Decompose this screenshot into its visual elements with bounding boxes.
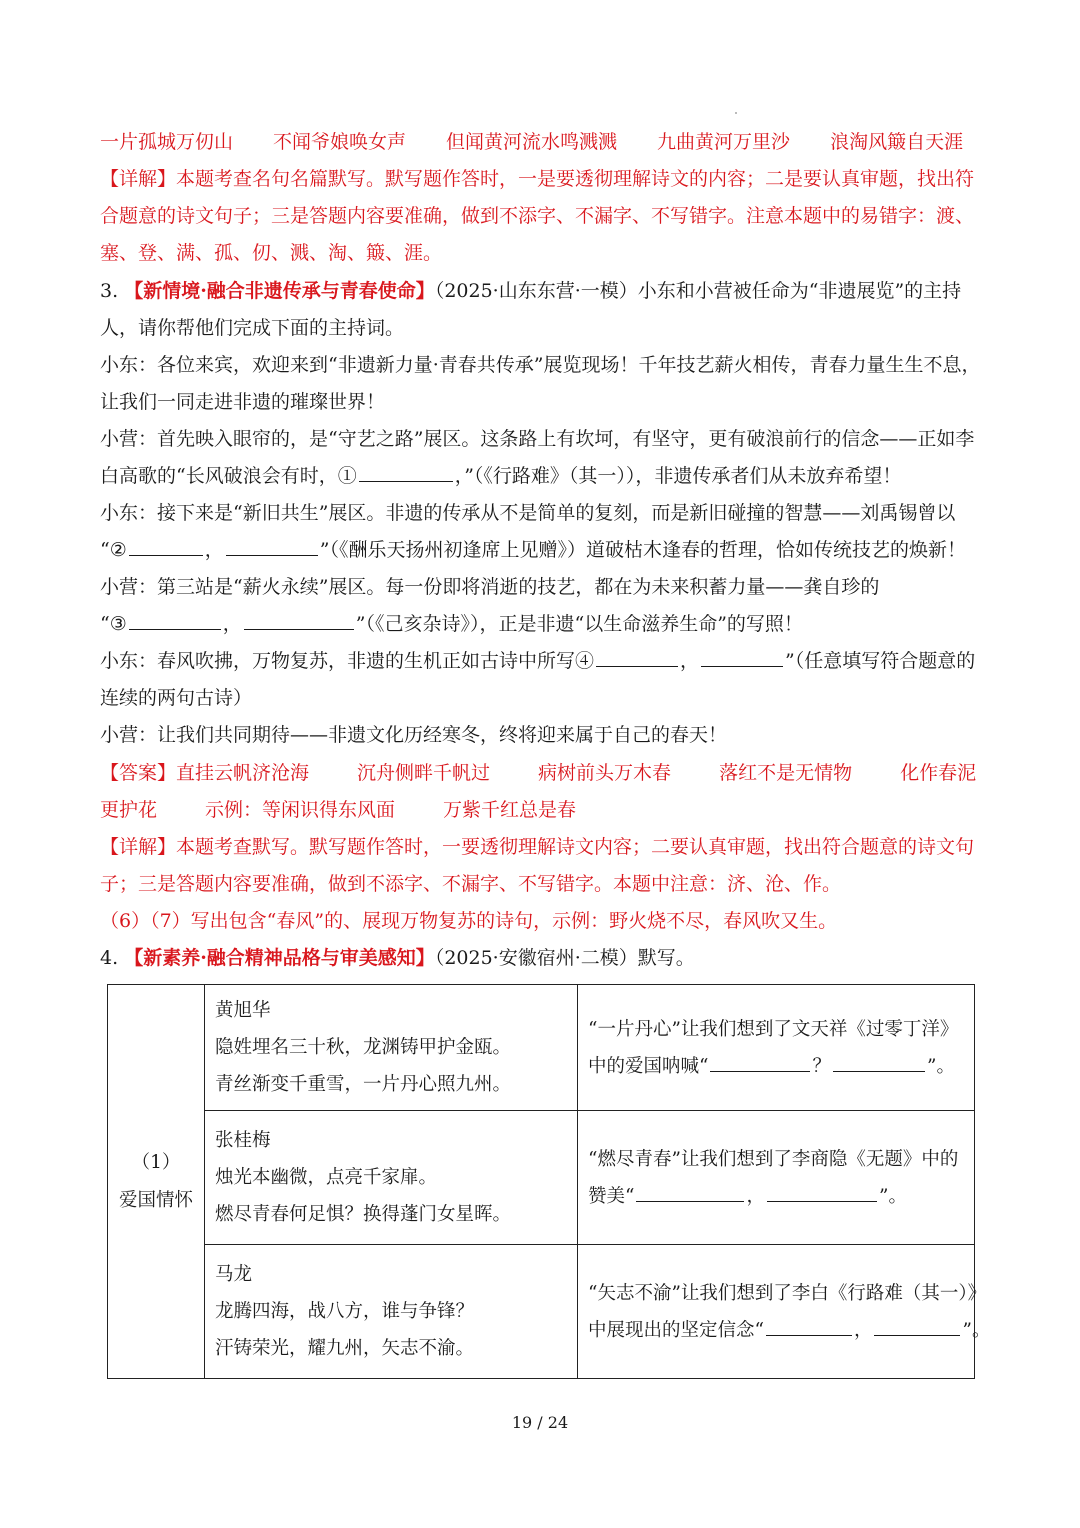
dialogue-text: ”（《酬乐天扬州初逢席上见赠》）道破枯木逢春的哲理，恰如传统技艺的焕新！ bbox=[319, 539, 966, 561]
table-row bbox=[108, 985, 975, 1111]
fill-blank[interactable] bbox=[766, 1313, 852, 1336]
detail-q3-line3: （6）（7）写出包含“春风”的、展现万物复苏的诗句，示例：野火烧不尽，春风吹又生。 bbox=[100, 910, 838, 932]
fill-blank-3b[interactable] bbox=[244, 607, 354, 630]
q4-heading bbox=[100, 940, 984, 977]
answer-item: 一片孤城万仞山 bbox=[100, 131, 234, 153]
poem-line: 烛光本幽微，点亮千家扉。 bbox=[215, 1167, 438, 1188]
answer-line-q3-2 bbox=[100, 792, 984, 829]
question-text: “一片丹心”让我们想到了文天祥《过零丁洋》 bbox=[588, 1018, 959, 1040]
dialogue-line: 让我们一同走进非遗的璀璨世界！ bbox=[100, 391, 386, 413]
dialogue-line: 小营：首先映入眼帘的，是“守艺之路”展区。这条路上有坎坷，有坚守，更有破浪前行的信念——正如李 bbox=[100, 428, 975, 450]
question-number: 4. bbox=[100, 947, 119, 969]
answer-item: 病树前头万木春 bbox=[538, 762, 672, 784]
person-name: 黄旭华 bbox=[215, 1000, 271, 1021]
fill-blank[interactable] bbox=[874, 1313, 960, 1336]
answer-item: 浪淘风簸自天涯 bbox=[830, 131, 964, 153]
question-source: （2025·安徽宿州·二模）默写。 bbox=[434, 947, 695, 969]
question-text-part: 赞美“ bbox=[588, 1185, 635, 1207]
question-source: （2025·山东东营·一模）小东和小营被任命为“非遗展览”的主持 bbox=[434, 280, 962, 302]
answer-item: 直挂云帆济沧海 bbox=[176, 762, 310, 784]
question-table bbox=[107, 984, 991, 1379]
dialogue-text: 小东：春风吹拂，万物复苏，非遗的生机正如古诗中所写④ bbox=[100, 650, 595, 672]
dialogue-text: “③ bbox=[100, 613, 127, 635]
detail-text: 本题考查名句名篇默写。默写题作答时，一是要透彻理解诗文的内容；二是要认真审题，找出符 bbox=[176, 168, 975, 190]
fill-blank-2b[interactable] bbox=[226, 533, 318, 556]
detail-q3-line2: 子；三是答题内容要准确，做到不添字、不漏字、不写错字。本题中注意：济、沧、作。 bbox=[100, 873, 842, 895]
fill-blank[interactable] bbox=[636, 1179, 744, 1202]
fill-blank-4a[interactable] bbox=[596, 644, 678, 667]
question-cell bbox=[578, 1111, 975, 1245]
dialogue-text: ， bbox=[204, 539, 224, 561]
person-name: 马龙 bbox=[215, 1264, 253, 1285]
dialogue-text: ”（《己亥杂诗》），正是非遗“以生命滋养生命”的写照！ bbox=[355, 613, 803, 635]
fill-blank-3a[interactable] bbox=[129, 607, 221, 630]
question-text-part: 中的爱国呐喊“ bbox=[588, 1055, 709, 1077]
dialogue-line bbox=[100, 606, 984, 643]
dialogue-line bbox=[100, 643, 984, 680]
poem-line: 汗铸荣光，耀九州，矢志不渝。 bbox=[215, 1338, 475, 1359]
question-tag: 【新情境·融合非遗传承与青春使命】 bbox=[124, 280, 435, 302]
answer-tag: 【答案】 bbox=[100, 762, 177, 784]
question-text: “燃尽青春”让我们想到了李商隐《无题》中的 bbox=[588, 1148, 959, 1170]
question-text-part: ”。 bbox=[926, 1055, 955, 1077]
poem-line: 隐姓埋名三十秋，龙渊铸甲护金瓯。 bbox=[215, 1037, 512, 1058]
fill-blank-2a[interactable] bbox=[129, 533, 203, 556]
category-cell bbox=[108, 985, 205, 1379]
poem-cell bbox=[205, 1111, 578, 1245]
dialogue-text: 白高歌的“长风破浪会有时，① bbox=[100, 465, 357, 487]
question-text: “矢志不渝”让我们想到了李白《行路难（其一）》 bbox=[588, 1282, 987, 1304]
table-row bbox=[108, 1245, 975, 1379]
question-text-part: ， bbox=[853, 1319, 873, 1341]
question-text-part: ”。 bbox=[962, 1319, 991, 1341]
person-name: 张桂梅 bbox=[215, 1130, 271, 1151]
poem-line: 青丝渐变千重雪，一片丹心照九州。 bbox=[215, 1074, 512, 1095]
answer-line-q2 bbox=[100, 124, 984, 161]
question-text bbox=[588, 1048, 974, 1085]
dialogue-line: 小营：让我们共同期待——非遗文化历经寒冬，终将迎来属于自己的春天！ bbox=[100, 724, 728, 746]
answer-item: 沉舟侧畔千帆过 bbox=[357, 762, 491, 784]
dialogue-text: ， bbox=[222, 613, 242, 635]
question-number: 3. bbox=[100, 280, 119, 302]
table-row bbox=[108, 1111, 975, 1245]
question-tag: 【新素养·融合精神品格与审美感知】 bbox=[124, 947, 435, 969]
q3-heading-line2: 人，请你帮他们完成下面的主持词。 bbox=[100, 317, 405, 339]
dialogue-text: “② bbox=[100, 539, 127, 561]
answer-item: 不闻爷娘唤女声 bbox=[273, 131, 407, 153]
fill-blank-4b[interactable] bbox=[701, 644, 783, 667]
detail-tag: 【详解】 bbox=[100, 836, 177, 858]
dialogue-line: 连续的两句古诗） bbox=[100, 687, 253, 709]
detail-q3-line1 bbox=[100, 829, 984, 866]
fill-blank[interactable] bbox=[833, 1049, 925, 1072]
detail-text: 本题考查默写。默写题作答时，一要透彻理解诗文内容；二要认真审题，找出符合题意的诗文句 bbox=[176, 836, 975, 858]
answer-item: 更护花 bbox=[100, 799, 158, 821]
answer-item: 九曲黄河万里沙 bbox=[657, 131, 791, 153]
question-text bbox=[588, 1312, 991, 1349]
dialogue-line: 小东：各位来宾，欢迎来到“非遗新力量·青春共传承”展览现场！千年技艺薪火相传，青春力量生生不息， bbox=[100, 354, 981, 376]
fill-blank[interactable] bbox=[767, 1179, 877, 1202]
poem-line: 龙腾四海，战八方，谁与争锋？ bbox=[215, 1301, 475, 1322]
page-number: 19 / 24 bbox=[511, 1413, 569, 1432]
question-text-part: ”。 bbox=[878, 1185, 907, 1207]
detail-q2-line2: 合题意的诗文句子；三是答题内容要准确，做到不添字、不漏字、不写错字。注意本题中的易错字：渡、 bbox=[100, 205, 975, 227]
category-label: 爱国情怀 bbox=[118, 1189, 193, 1211]
answer-item: 化作春泥 bbox=[900, 762, 977, 784]
answer-item: 示例：等闲识得东风面 bbox=[205, 799, 396, 821]
dialogue-line bbox=[100, 458, 984, 495]
answer-line-q3 bbox=[100, 755, 984, 792]
question-text-part: ？ bbox=[812, 1055, 831, 1077]
detail-tag: 【详解】 bbox=[100, 168, 177, 190]
poem-cell bbox=[205, 1245, 578, 1379]
answer-item: 万紫千红总是春 bbox=[443, 799, 577, 821]
fill-blank[interactable] bbox=[710, 1049, 810, 1072]
question-cell bbox=[578, 1245, 991, 1379]
question-text bbox=[588, 1178, 974, 1215]
poem-cell bbox=[205, 985, 578, 1111]
fill-blank-1[interactable] bbox=[359, 459, 453, 482]
dialogue-text: ，”（《行路难》（其一）），非遗传承者们从未放弃希望！ bbox=[454, 465, 902, 487]
poem-line: 燃尽青春何足惧？换得蓬门女星晖。 bbox=[215, 1204, 512, 1225]
category-number: （1） bbox=[131, 1151, 181, 1173]
detail-q2-line1 bbox=[100, 161, 984, 198]
answer-item: 落红不是无情物 bbox=[719, 762, 853, 784]
dialogue-line bbox=[100, 532, 984, 569]
dialogue-line: 小东：接下来是“新旧共生”展区。非遗的传承从不是简单的复刻，而是新旧碰撞的智慧——刘禹锡曾以 bbox=[100, 502, 956, 524]
question-text-part: ， bbox=[746, 1185, 765, 1207]
detail-q2-line3: 塞、登、满、孤、仞、溅、淘、簸、涯。 bbox=[100, 242, 443, 264]
q3-heading bbox=[100, 273, 984, 310]
dialogue-text: ， bbox=[680, 650, 700, 672]
scan-dot bbox=[735, 112, 737, 114]
question-text-part: 中展现出的坚定信念“ bbox=[588, 1319, 764, 1341]
dialogue-line: 小营：第三站是“薪火永续”展区。每一份即将消逝的技艺，都在为未来积蓄力量——龚自珍的 bbox=[100, 576, 880, 598]
dialogue-text: ”（任意填写符合题意的 bbox=[785, 650, 976, 672]
answer-item: 但闻黄河流水鸣溅溅 bbox=[446, 131, 618, 153]
question-cell bbox=[578, 985, 975, 1111]
